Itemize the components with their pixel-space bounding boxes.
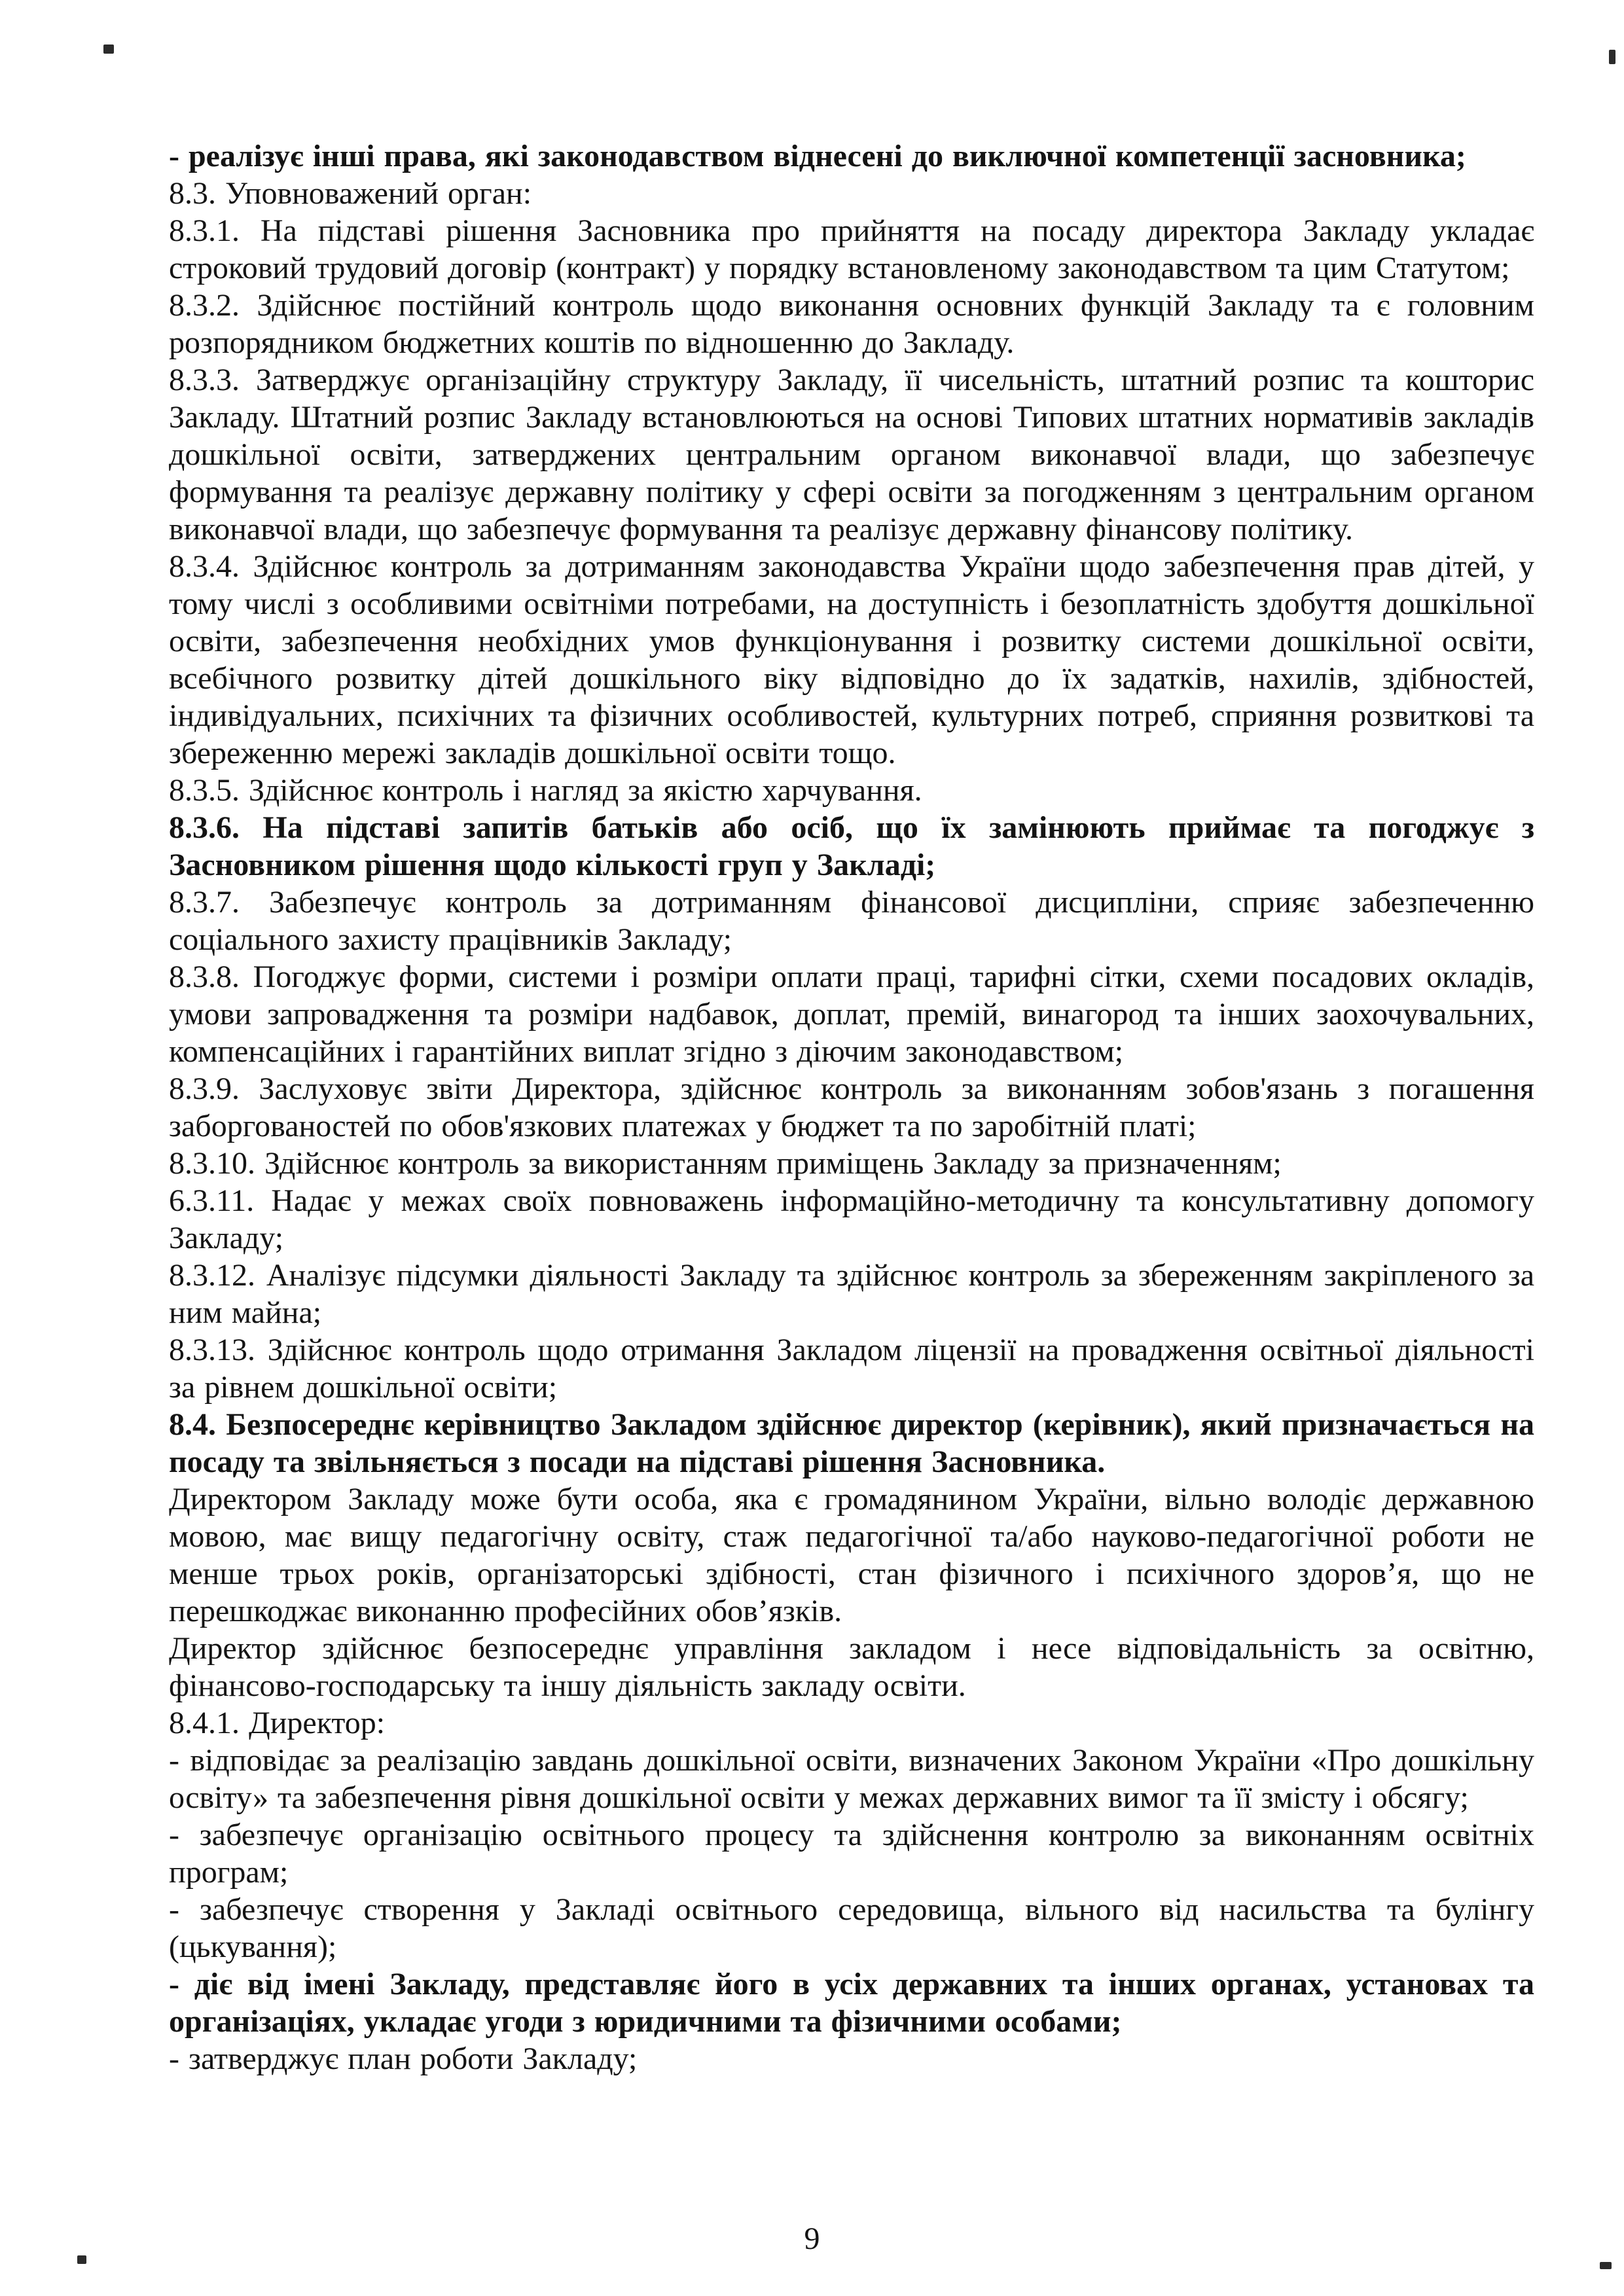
paragraph: 6.3.11. Надає у межах своїх повноважень інформаційно-методичну та консультативну допомогу Закладу; (169, 1183, 1534, 1255)
document-body (169, 137, 1534, 2077)
paragraph: 8.3.3. Затверджує організаційну структуру Закладу, її чисельність, штатний розпис та кошторис Закладу. Штатний розпис Закладу встановлюються на основі Типових штатних нормативів закладів дошкільної освіти, затверджених центральним органом виконавчої влади, що забезпечує формування та реалізує державну політику у сфері освіти за погодженням з центральним органом виконавчої влади, що забезпечує формування та реалізує державну фінансову політику. (169, 363, 1534, 547)
paragraph: 8.3. Уповноважений орган: (169, 176, 532, 211)
paragraph: 8.4. Безпосереднє керівництво Закладом здійснює директор (керівник), який призначається на посаду та звільняється з посади на підставі рішення Засновника. (169, 1407, 1534, 1479)
paragraph: 8.3.13. Здійснює контроль щодо отримання Закладом ліцензії на провадження освітньої діяльності за рівнем дошкільної освіти; (169, 1333, 1534, 1405)
paragraph: 8.3.7. Забезпечує контроль за дотриманням фінансової дисципліни, сприяє забезпеченню соціального захисту працівників Закладу; (169, 885, 1534, 957)
paragraph: - відповідає за реалізацію завдань дошкільної освіти, визначених Законом України «Про дошкільну освіту» та забезпечення рівня дошкільної освіти у межах державних вимог та її змісту і обсягу; (169, 1743, 1534, 1815)
paragraph: - затверджує план роботи Закладу; (169, 2041, 638, 2076)
paragraph: 8.3.6. На підставі запитів батьків або осіб, що їх замінюють приймає та погоджує з Засновником рішення щодо кількості груп у Закладі; (169, 810, 1534, 882)
paragraph: 8.3.1. На підставі рішення Засновника про прийняття на посаду директора Закладу укладає строковий трудовий договір (контракт) у порядку встановленому законодавством та цим Статутом; (169, 213, 1534, 285)
paragraph: 8.3.12. Аналізує підсумки діяльності Закладу та здійснює контроль за збереженням закріпленого за ним майна; (169, 1258, 1534, 1330)
paragraph: Директор здійснює безпосереднє управління закладом і несе відповідальність за освітню, фінансово-господарську та іншу діяльність закладу освіти. (169, 1631, 1534, 1703)
paragraph: - забезпечує створення у Закладі освітнього середовища, вільного від насильства та булінгу (цькування); (169, 1892, 1534, 1964)
page-number: 9 (804, 2221, 820, 2256)
paragraph: 8.3.10. Здійснює контроль за використанням приміщень Закладу за призначенням; (169, 1146, 1282, 1181)
paragraph: Директором Закладу може бути особа, яка є громадянином України, вільно володіє державною мовою, має вищу педагогічну освіту, стаж педагогічної та/або науково-педагогічної роботи не менше трьох років, організаторські здібності, стан фізичного і психічного здоров’я, що не перешкоджає виконанню професійних обов’язків. (169, 1482, 1534, 1628)
paragraph: - забезпечує організацію освітнього процесу та здійснення контролю за виконанням освітніх програм; (169, 1818, 1534, 1890)
scan-artifact-top-left (103, 45, 114, 54)
paragraph: - діє від імені Закладу, представляє його в усіх державних та інших органах, установах та організаціях, укладає угоди з юридичними та фізичними особами; (169, 1967, 1534, 2039)
paragraph: 8.4.1. Директор: (169, 1706, 386, 1740)
scan-artifact-bottom-right (1600, 2262, 1612, 2269)
paragraph: 8.3.9. Заслуховує звіти Директора, здійснює контроль за виконанням зобов'язань з погашення заборгованостей по обов'язкових платежах у бюджет та по заробітній платі; (169, 1071, 1534, 1143)
paragraph: 8.3.5. Здійснює контроль і нагляд за якістю харчування. (169, 773, 922, 808)
paragraph: 8.3.4. Здійснює контроль за дотриманням законодавства України щодо забезпечення прав дітей, у тому числі з особливими освітніми потребами, на доступність і безоплатність здобуття дошкільної освіти, забезпечення необхідних умов функціонування і розвитку системи дошкільної освіти, всебічного розвитку дітей дошкільного віку відповідно до їх задатків, нахилів, здібностей, індивідуальних, психічних та фізичних особливостей, культурних потреб, сприяння розвиткові та збереженню мережі закладів дошкільної освіти тощо. (169, 549, 1534, 770)
paragraph: - реалізує інші права, які законодавством віднесені до виключної компетенції засновника; (169, 139, 1466, 173)
paragraph: 8.3.8. Погоджує форми, системи і розміри оплати праці, тарифні сітки, схеми посадових окладів, умови запровадження та розміри надбавок, доплат, премій, винагород та інших заохочувальних, компенсаційних і гарантійних виплат згідно з діючим законодавством; (169, 960, 1534, 1069)
scan-artifact-top-right (1609, 50, 1615, 64)
paragraph: 8.3.2. Здійснює постійний контроль щодо виконання основних функцій Закладу та є головним розпорядником бюджетних коштів по відношенню до Закладу. (169, 288, 1534, 360)
